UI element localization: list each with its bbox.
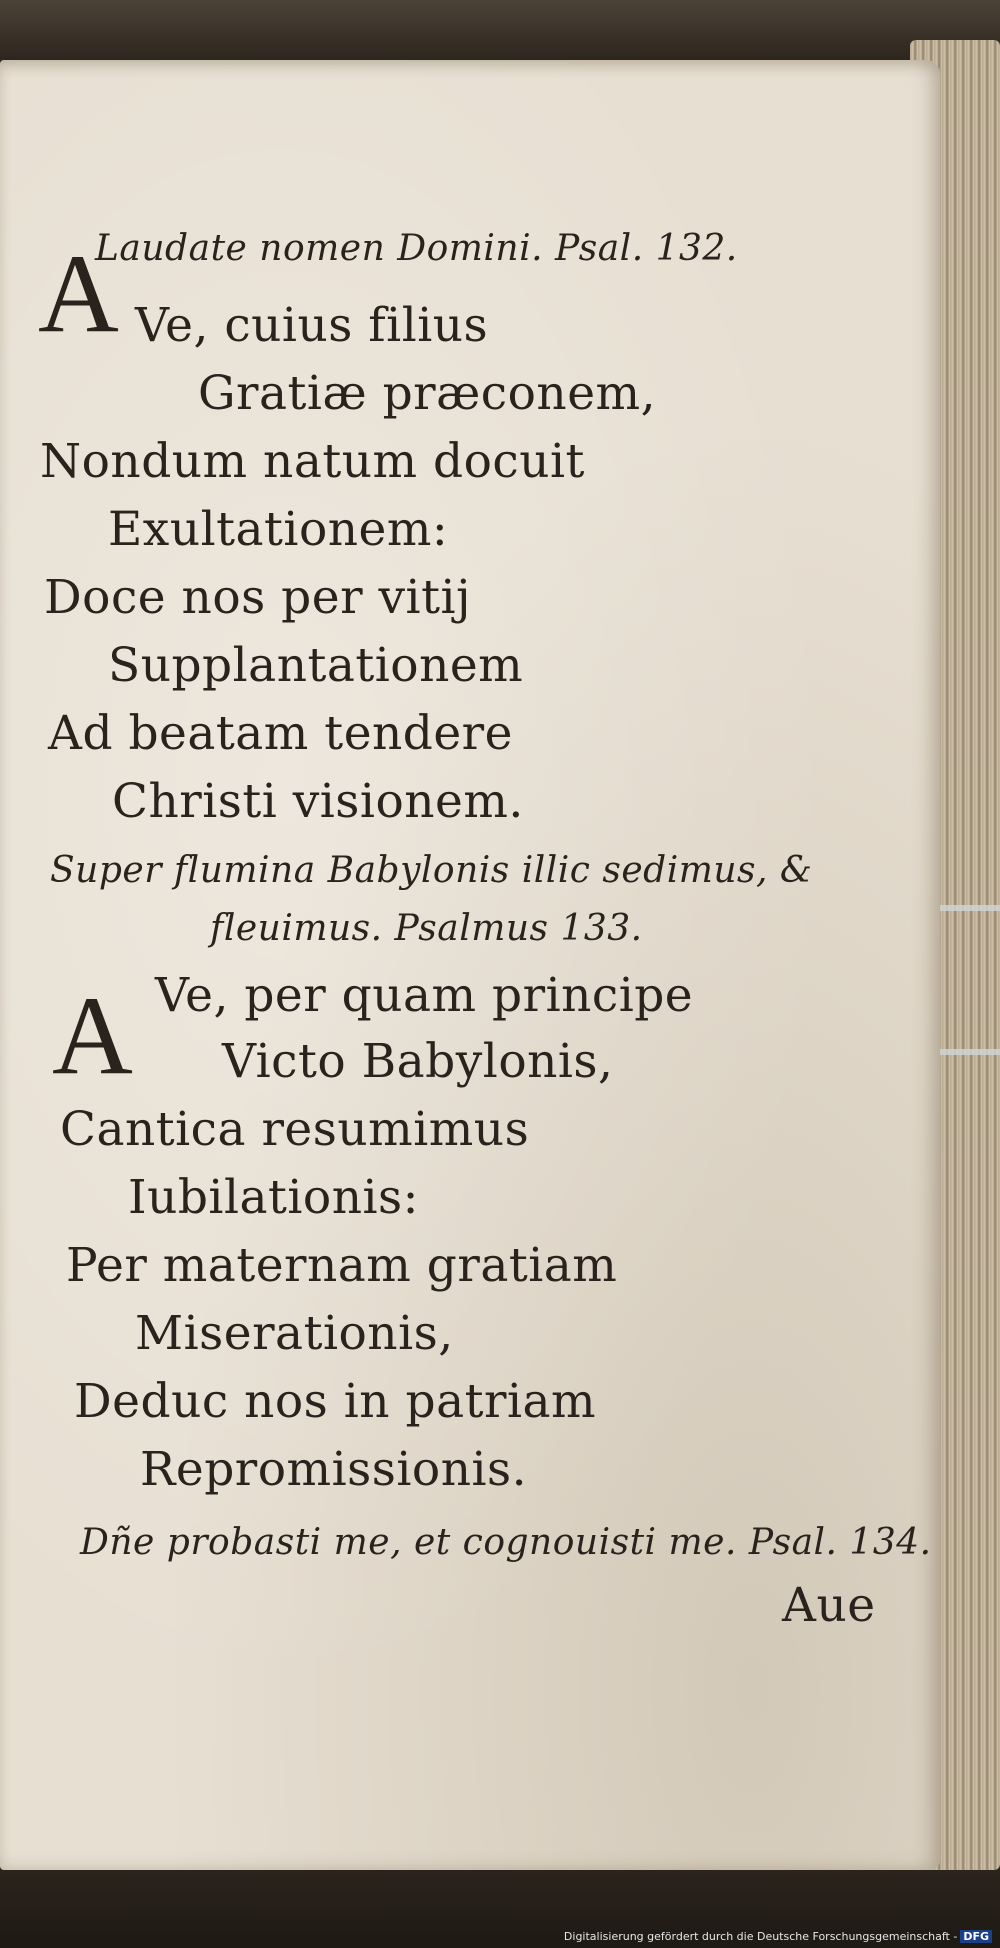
stanza2-line-3: Cantica resumimus (60, 1102, 530, 1157)
stanza1-line-8: Christi visionem. (112, 774, 524, 829)
stanza2-line-2: Victo Babylonis, (222, 1034, 614, 1089)
stanza2-line-5: Per maternam gratiam (66, 1238, 618, 1293)
psalm-133-heading-line-1: Super flumina Babylonis illic sedimus, & (50, 850, 813, 891)
stanza1-line-6: Supplantationem (108, 638, 524, 693)
book-top-edge (0, 0, 1000, 60)
stanza2-line-8: Repromissionis. (140, 1442, 528, 1497)
stanza1-line-4: Exultationem: (108, 502, 449, 557)
page-text (0, 60, 940, 1870)
stanza1-line-7: Ad beatam tendere (48, 706, 513, 761)
stanza1-line-1: Ve, cuius filius (135, 298, 489, 353)
credit-text: Digitalisierung gefördert durch die Deutsche Forschungsgemeinschaft - (563, 1930, 958, 1943)
stanza1-line-2: Gratiæ præconem, (198, 366, 657, 421)
stanza2-line-1: Ve, per quam principe (155, 968, 694, 1023)
stanza1-line-3: Nondum natum docuit (40, 434, 585, 489)
drop-cap-1: A (38, 232, 119, 356)
book-page (0, 60, 940, 1870)
stanza2-line-4: Iubilationis: (128, 1170, 419, 1225)
stanza2-line-7: Deduc nos in patriam (74, 1374, 597, 1429)
psalm-133-heading-line-2: fleuimus. Psalmus 133. (210, 908, 643, 949)
running-head: Laudate nomen Domini. Psal. 132. (95, 228, 738, 269)
catchword: Aue (782, 1578, 876, 1633)
psalm-134-heading: Dñe probasti me, et cognouisti me. Psal. 134. (80, 1522, 932, 1563)
digitization-credit (564, 1930, 992, 1943)
stanza2-line-6: Miserationis, (135, 1306, 454, 1361)
drop-cap-2: A (52, 974, 133, 1098)
dfg-logo: DFG (960, 1930, 992, 1943)
stanza1-line-5: Doce nos per vitij (44, 570, 472, 625)
